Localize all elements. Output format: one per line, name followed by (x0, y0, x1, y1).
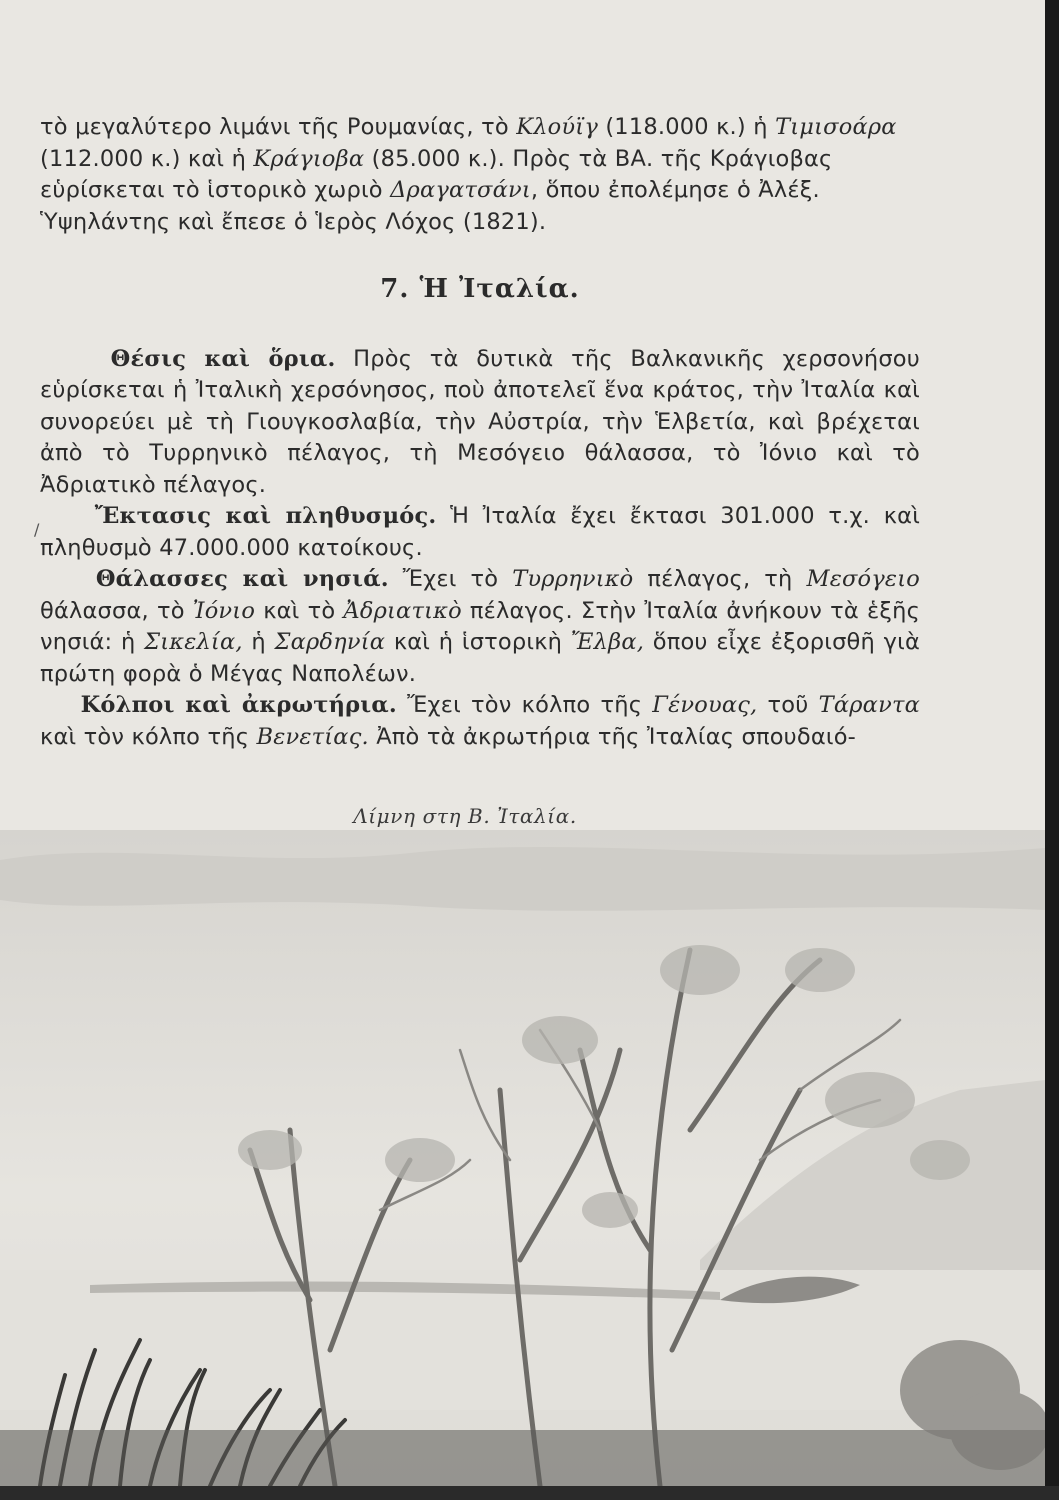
text-run: Ἀπὸ τὰ ἀκρωτήρια τῆς Ἰταλίας σπουδαιό- (368, 723, 856, 750)
text-run: ὅπου εἶχε ἐξορισθῆ γιὰ πρώτη φορὰ ὁ Μέγας Ναπολέων. (40, 629, 920, 687)
text-run: ἡ (242, 629, 275, 655)
place-name: Σαρδηνία (274, 629, 386, 655)
text-run: τοῦ (757, 692, 819, 718)
text-run: Ἔχει τὸ (388, 566, 513, 592)
text-run: (85.000 κ.). Πρὸς τὰ ΒΑ. τῆς Κράγιοβας εὑρίσκεται τὸ ἱστορικὸ χωριὸ (40, 145, 833, 203)
text-run: (118.000 κ.) ἡ (597, 114, 776, 140)
paragraph-label: Ἔκτασις καὶ πληθυσμός. (94, 503, 437, 529)
photo-caption: Λίμνη στη Β. Ἰταλία. (353, 804, 577, 828)
edge-mark: / (34, 520, 40, 539)
page-edge-bottom (0, 1486, 1059, 1500)
place-name: Δραγατσάνι (390, 177, 531, 203)
place-name: Σικελία, (144, 629, 243, 655)
text-run: Πρὸς τὰ δυτικὰ τῆς Βαλκανικῆς χερσονήσου εὑρίσκεται ἡ Ἰταλικὴ χερσόνησος, ποὺ ἀποτελεῖ ἕνα κράτος, τὴν Ἰταλία καὶ συνορεύει μὲ τὴ Γιουγκοσλαβία, τὴν Αὐστρία, τὴν Ἑλβετία, καὶ βρέχεται ἀπὸ τὸ Τυρρηνικὸ πέλαγος, τὴ Μεσόγειο θάλασσα, τὸ Ἰόνιο καὶ τὸ Ἀδριατικὸ πέλαγος. (40, 345, 920, 498)
text-run: καὶ ἡ ἱστορικὴ (385, 629, 571, 655)
text-run: καὶ τὸ (255, 597, 344, 624)
distant-mountains (0, 847, 1045, 911)
paragraph-label: Θέσις καὶ ὅρια. (110, 345, 336, 372)
text-run: Ἡ Ἰταλία ἔχει ἔκτασι 301.000 τ.χ. καὶ πληθυσμὸ 47.000.000 κατοίκους. (40, 503, 921, 561)
paragraph-label: Θάλασσες καὶ νησιά. (95, 566, 389, 592)
text-run: (112.000 κ.) καὶ ἡ (40, 145, 254, 172)
place-name: Ἰόνιο (192, 597, 256, 624)
text-run: Ἔχει τὸν κόλπο τῆς (396, 692, 653, 718)
place-name: Γένουας, (652, 692, 758, 718)
text-run: τὸ μεγαλύτερο λιμάνι τῆς Ρουμανίας, τὸ (40, 114, 517, 140)
section-heading: 7. Ἡ Ἰταλία. (380, 274, 580, 304)
intro-paragraph (40, 112, 920, 238)
seas-paragraph (40, 564, 920, 690)
paragraph-label: Κόλποι καὶ ἀκρωτήρια. (80, 692, 397, 718)
gulfs-paragraph (40, 690, 920, 753)
place-name: Τάραντα (818, 692, 920, 718)
text-run: , ὅπου ἐπολέμησε ὁ Ἀλέξ. Ὑψηλάντης καὶ ἔπεσε ὁ Ἱερὸς Λόχος (1821). (40, 177, 820, 235)
text-run: πέλαγος. Στὴν Ἰταλία ἀνήκουν τὰ ἑξῆς νησιά: ἡ (40, 597, 921, 655)
text-run: καὶ τὸν κόλπο τῆς (40, 723, 257, 750)
place-name: Τιμισοάρα (775, 114, 897, 140)
place-name: Μεσόγειο (806, 566, 920, 592)
place-name: Ἀδριατικὸ (343, 597, 462, 624)
page-edge-right (1045, 0, 1059, 1500)
text-run: θάλασσα, τὸ (40, 597, 193, 624)
foreground-bushes (0, 1430, 1045, 1486)
place-name: Ἔλβα, (570, 629, 645, 655)
position-paragraph (40, 344, 920, 502)
place-name: Βενετίας. (256, 723, 369, 750)
text-column (40, 112, 920, 753)
place-name: Κλούϊγ (516, 114, 598, 140)
place-name: Τυρρηνικὸ (512, 566, 634, 592)
lake-photo (0, 830, 1045, 1486)
place-name: Κράγιοβα (253, 145, 365, 172)
text-run: πέλαγος, τὴ (633, 566, 807, 592)
area-paragraph (40, 501, 920, 564)
